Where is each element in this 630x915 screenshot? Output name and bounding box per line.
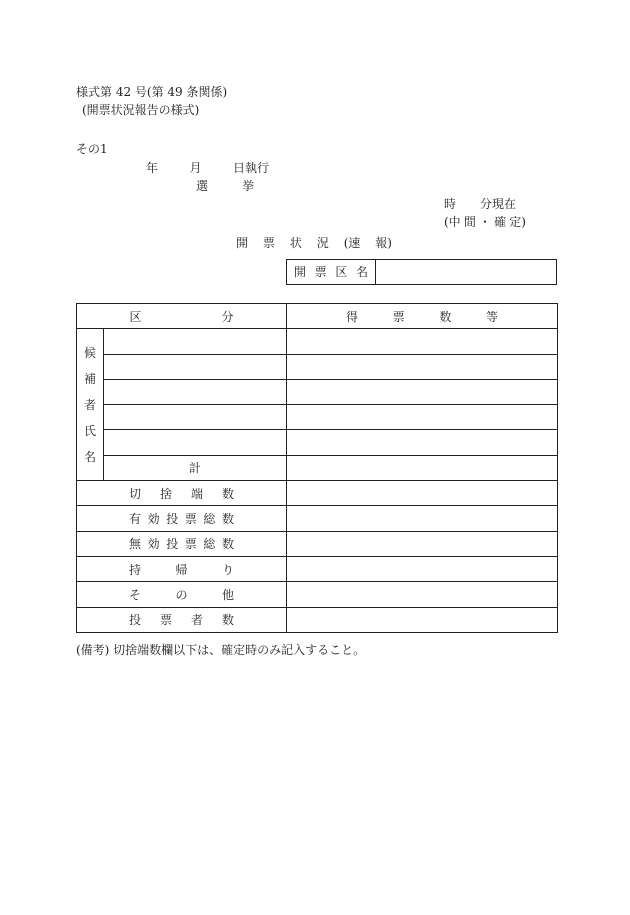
label-char: 投 — [129, 613, 142, 628]
label-char: 端 — [190, 486, 203, 501]
election-char-1: 選 — [196, 179, 209, 193]
title-char-2: 票 — [262, 236, 275, 250]
election-char-2: 挙 — [241, 179, 254, 193]
summary-label-voters — [77, 607, 287, 632]
header-category — [77, 304, 287, 329]
candidate-name-cell[interactable] — [104, 430, 287, 455]
district-label-char-1: 開 — [294, 265, 307, 279]
district-label-char-3: 区 — [335, 265, 348, 279]
label-char: 総 — [203, 537, 216, 552]
label-char: 総 — [203, 512, 216, 527]
title-char-5: (速 — [343, 236, 361, 250]
candidate-votes-cell[interactable] — [287, 405, 558, 430]
table-row — [77, 379, 558, 404]
candidate-name-cell[interactable] — [104, 329, 287, 354]
label-char: 投 — [166, 512, 179, 527]
candidate-name-cell[interactable] — [104, 354, 287, 379]
label-char: 有 — [129, 512, 142, 527]
form-number: 様式第 42 号(第 49 条関係) — [76, 85, 228, 99]
table-row — [77, 582, 558, 607]
district-label-char-2: 票 — [314, 265, 327, 279]
label-char: 票 — [159, 613, 172, 628]
status-part-1: (中 — [444, 215, 461, 229]
election-line — [196, 179, 254, 193]
summary-label-valid-votes — [77, 506, 287, 531]
status-part-2: 間 — [463, 215, 476, 229]
header-category-char-1: 区 — [129, 309, 142, 324]
summary-value-cell[interactable] — [287, 607, 558, 632]
date-month: 月 — [189, 161, 202, 175]
candidate-name-cell[interactable] — [104, 405, 287, 430]
district-label-char-4: 名 — [355, 265, 368, 279]
date-line — [146, 161, 269, 175]
title-char-4: 況 — [316, 236, 329, 250]
label-char: 票 — [184, 512, 197, 527]
candidate-votes-cell[interactable] — [287, 354, 558, 379]
candidate-name-label — [77, 329, 104, 481]
header-votes-char-1: 得 — [346, 309, 359, 324]
date-day-held: 日執行 — [232, 161, 269, 175]
status-part-4: 確 — [494, 215, 507, 229]
label-char: そ — [129, 587, 142, 602]
summary-label-invalid-votes — [77, 531, 287, 556]
table-row — [77, 354, 558, 379]
label-char: り — [221, 562, 234, 577]
title-char-6: 報) — [375, 236, 392, 250]
label-char: 帰 — [175, 562, 188, 577]
header-votes-char-2: 票 — [392, 309, 405, 324]
table-row — [77, 430, 558, 455]
label-char: 持 — [129, 562, 142, 577]
label-char: 数 — [221, 512, 234, 527]
time-hour: 時 — [444, 197, 457, 211]
label-char: 他 — [221, 587, 234, 602]
table-row — [77, 556, 558, 581]
label-char: 効 — [147, 512, 160, 527]
label-char: 者 — [190, 613, 203, 628]
header-votes-char-3: 数 — [439, 309, 452, 324]
label-char: 投 — [166, 537, 179, 552]
candidate-label-char-4: 氏 — [83, 423, 96, 438]
time-minute-now: 分現在 — [479, 197, 516, 211]
summary-value-cell[interactable] — [287, 582, 558, 607]
candidate-label-char-3: 者 — [83, 397, 96, 412]
candidate-votes-cell[interactable] — [287, 329, 558, 354]
header-category-char-2: 分 — [221, 309, 234, 324]
candidate-label-char-1: 候 — [83, 345, 96, 360]
candidate-votes-cell[interactable] — [287, 379, 558, 404]
district-label — [294, 265, 368, 279]
label-char: 切 — [129, 486, 142, 501]
label-char: 数 — [221, 486, 234, 501]
table-row — [77, 506, 558, 531]
summary-label-fractions — [77, 481, 287, 506]
candidate-name-cell[interactable] — [104, 379, 287, 404]
summary-label-other — [77, 582, 287, 607]
label-char: 効 — [147, 537, 160, 552]
table-row — [77, 531, 558, 556]
table-row — [77, 481, 558, 506]
time-line — [444, 197, 516, 211]
label-char: 捨 — [159, 486, 172, 501]
candidate-label-char-5: 名 — [83, 449, 96, 464]
status-part-3: ・ — [478, 215, 491, 229]
label-char: 票 — [184, 537, 197, 552]
district-box — [286, 259, 557, 285]
document-title — [236, 236, 392, 250]
total-value-cell[interactable] — [287, 455, 558, 480]
title-char-3: 状 — [289, 236, 302, 250]
label-char: の — [175, 587, 188, 602]
candidate-votes-cell[interactable] — [287, 430, 558, 455]
label-char: 数 — [221, 537, 234, 552]
vote-table — [76, 303, 558, 633]
remarks-note: (備考) 切捨端数欄以下は、確定時のみ記入すること。 — [76, 643, 366, 657]
table-row — [77, 607, 558, 632]
title-char-1: 開 — [236, 236, 249, 250]
district-name-field[interactable] — [376, 260, 556, 284]
header-votes-char-4: 等 — [485, 309, 498, 324]
table-row — [77, 405, 558, 430]
summary-value-cell[interactable] — [287, 506, 558, 531]
summary-value-cell[interactable] — [287, 556, 558, 581]
status-line — [444, 215, 526, 229]
total-label — [104, 455, 287, 480]
summary-value-cell[interactable] — [287, 481, 558, 506]
total-label-text: 計 — [188, 461, 201, 476]
status-part-5: 定) — [509, 215, 526, 229]
summary-label-taken-home — [77, 556, 287, 581]
table-row — [77, 329, 558, 354]
table-row — [77, 455, 558, 480]
form-name: (開票状況報告の様式) — [82, 103, 200, 117]
header-votes — [287, 304, 558, 329]
candidate-label-char-2: 補 — [83, 371, 96, 386]
label-char: 無 — [129, 537, 142, 552]
summary-value-cell[interactable] — [287, 531, 558, 556]
date-year: 年 — [146, 161, 159, 175]
table-header-row — [77, 304, 558, 329]
part-label: その1 — [76, 142, 108, 156]
label-char: 数 — [221, 613, 234, 628]
